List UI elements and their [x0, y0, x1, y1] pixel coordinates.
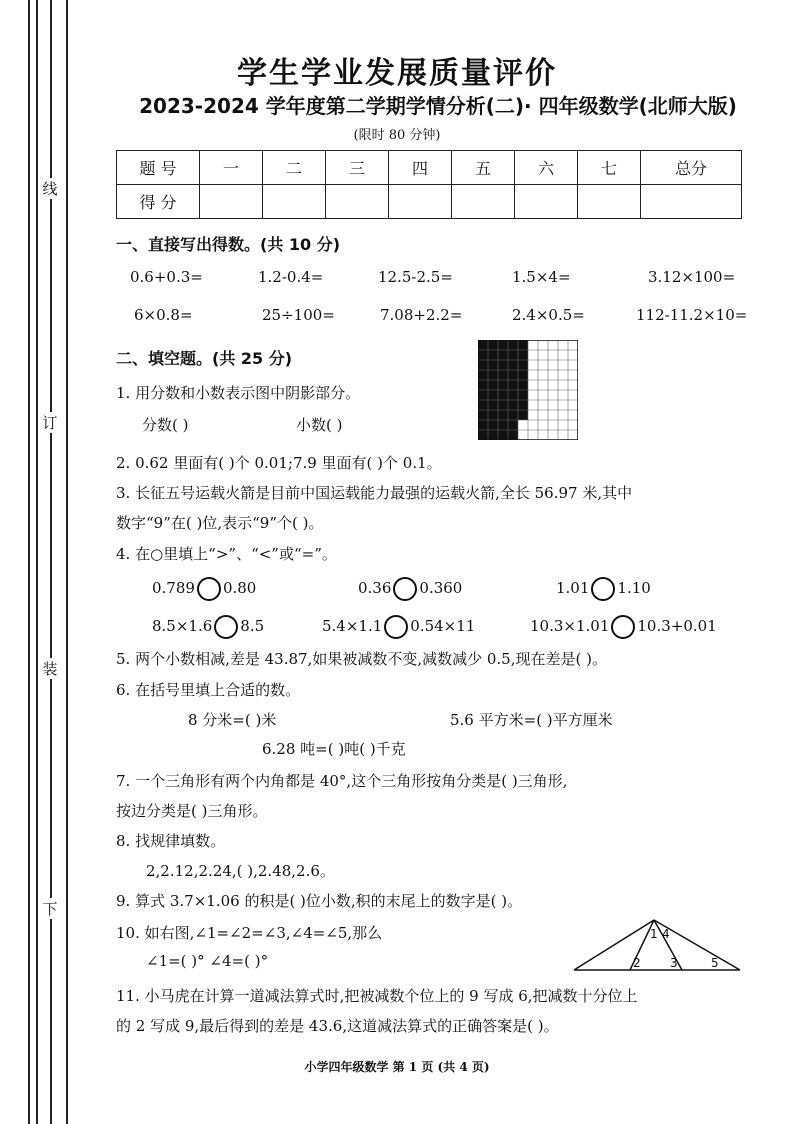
compare-right: 1.10: [617, 579, 651, 597]
compare-left: 1.01: [556, 579, 590, 597]
calc-item: 0.6+0.3=: [130, 268, 203, 286]
calc-item: 12.5-2.5=: [378, 268, 453, 286]
compare-right: 8.5: [240, 617, 265, 635]
compare-left: 0.36: [358, 579, 392, 597]
compare-left: 8.5×1.6: [152, 617, 213, 635]
question-4: 4. 在○里填上“>”、“<”或“=”。: [116, 545, 337, 563]
q6-b[interactable]: 5.6 平方米=( )平方厘米: [450, 711, 613, 729]
compare-right: 0.360: [419, 579, 463, 597]
score-cell: 四: [389, 151, 452, 185]
question-1: 1. 用分数和小数表示图中阴影部分。: [116, 384, 361, 402]
compare-circle[interactable]: [393, 577, 417, 601]
score-input-cell[interactable]: [641, 185, 742, 219]
page-footer: 小学四年级数学 第 1 页 (共 4 页): [304, 1060, 490, 1074]
section1-title: 一、直接写出得数。(共 10 分): [116, 235, 341, 254]
compare-right: 0.54×11: [410, 617, 476, 635]
binding-line-4: [66, 0, 68, 1124]
compare-circle[interactable]: [611, 615, 635, 639]
angle-label: 2: [633, 956, 641, 970]
score-input-cell[interactable]: [263, 185, 326, 219]
binding-line-3: [50, 0, 52, 1124]
compare-left: 10.3×1.01: [530, 617, 610, 635]
score-input-cell[interactable]: [578, 185, 641, 219]
score-cell: 二: [263, 151, 326, 185]
section2-title: 二、填空题。(共 25 分): [116, 349, 293, 368]
q1-fraction-blank[interactable]: 分数( ): [142, 416, 189, 434]
time-limit: (限时 80 分钟): [353, 128, 441, 143]
compare-item: [322, 615, 475, 639]
q8-sequence[interactable]: 2,2.12,2.24,( ),2.48,2.6。: [146, 862, 335, 880]
triangle-figure: [570, 916, 744, 974]
calc-item: 6×0.8=: [134, 306, 193, 324]
compare-item: [556, 577, 651, 601]
question-7-line1[interactable]: 7. 一个三角形有两个内角都是 40°,这个三角形按角分类是( )三角形,: [116, 772, 568, 790]
score-table: [116, 150, 742, 219]
page-subtitle: 2023-2024 学年度第二学期学情分析(二)· 四年级数学(北师大版): [139, 94, 737, 118]
question-6: 6. 在括号里填上合适的数。: [116, 681, 301, 699]
question-8: 8. 找规律填数。: [116, 832, 226, 850]
q1-decimal-blank[interactable]: 小数( ): [296, 416, 343, 434]
binding-label-ding: 订: [40, 412, 60, 433]
question-11-line2[interactable]: 的 2 写成 9,最后得到的差是 43.6,这道减法算式的正确答案是( )。: [116, 1017, 559, 1035]
score-cell: 总分: [641, 151, 742, 185]
binding-line-2: [36, 0, 38, 1124]
question-3-line2[interactable]: 数字“9”在( )位,表示“9”个( )。: [116, 514, 324, 532]
binding-label-xia: 下: [40, 898, 60, 919]
score-input-cell[interactable]: [515, 185, 578, 219]
q6-c[interactable]: 6.28 吨=( )吨( )千克: [262, 740, 406, 758]
score-cell: 七: [578, 151, 641, 185]
question-10-line2[interactable]: ∠1=( )° ∠4=( )°: [146, 952, 269, 970]
binding-line-1: [28, 0, 30, 1124]
score-cell: 一: [200, 151, 263, 185]
compare-circle[interactable]: [197, 577, 221, 601]
score-cell: 五: [452, 151, 515, 185]
calc-item: 1.2-0.4=: [258, 268, 324, 286]
q6-a[interactable]: 8 分米=( )米: [188, 711, 277, 729]
compare-right: 10.3+0.01: [637, 617, 717, 635]
binding-label-xian: 线: [40, 178, 60, 199]
angle-label: 4: [662, 927, 670, 941]
question-2[interactable]: 2. 0.62 里面有( )个 0.01;7.9 里面有( )个 0.1。: [116, 454, 442, 472]
angle-label: 3: [670, 956, 678, 970]
score-input-cell[interactable]: [326, 185, 389, 219]
calc-item: 1.5×4=: [512, 268, 571, 286]
calc-item: 2.4×0.5=: [512, 306, 585, 324]
calc-item: 3.12×100=: [648, 268, 736, 286]
compare-left: 0.789: [152, 579, 195, 597]
score-input-cell[interactable]: [389, 185, 452, 219]
compare-item: [152, 615, 264, 639]
question-3-line1: 3. 长征五号运载火箭是目前中国运载能力最强的运载火箭,全长 56.97 米,其中: [116, 484, 633, 502]
page-title: 学生学业发展质量评价: [237, 56, 557, 91]
calc-item: 112-11.2×10=: [636, 306, 748, 324]
score-cell: 题 号: [117, 151, 200, 185]
compare-left: 5.4×1.1: [322, 617, 383, 635]
question-11-line1: 11. 小马虎在计算一道减法算式时,把被减数个位上的 9 写成 6,把减数十分位上: [116, 987, 638, 1005]
compare-circle[interactable]: [214, 615, 238, 639]
angle-label: 1: [650, 927, 658, 941]
calc-item: 25÷100=: [262, 306, 335, 324]
question-7-line2[interactable]: 按边分类是( )三角形。: [116, 802, 268, 820]
score-cell: 三: [326, 151, 389, 185]
calc-item: 7.08+2.2=: [380, 306, 463, 324]
score-table-score-row: [117, 185, 742, 219]
shaded-grid-figure: [478, 340, 578, 440]
question-9[interactable]: 9. 算式 3.7×1.06 的积是( )位小数,积的末尾上的数字是( )。: [116, 892, 523, 910]
question-10-line1: 10. 如右图,∠1=∠2=∠3,∠4=∠5,那么: [116, 924, 383, 942]
score-table-header-row: [117, 151, 742, 185]
score-input-cell[interactable]: [452, 185, 515, 219]
compare-item: [152, 577, 256, 601]
compare-circle[interactable]: [591, 577, 615, 601]
score-cell: 六: [515, 151, 578, 185]
compare-item: [358, 577, 462, 601]
score-row-label: 得 分: [117, 185, 200, 219]
question-5[interactable]: 5. 两个小数相减,差是 43.87,如果被减数不变,减数减少 0.5,现在差是( )。: [116, 650, 607, 668]
compare-item: [530, 615, 717, 639]
compare-right: 0.80: [222, 579, 257, 597]
score-input-cell[interactable]: [200, 185, 263, 219]
angle-label: 5: [711, 956, 719, 970]
compare-circle[interactable]: [384, 615, 408, 639]
binding-label-zhuang: 装: [40, 658, 60, 679]
